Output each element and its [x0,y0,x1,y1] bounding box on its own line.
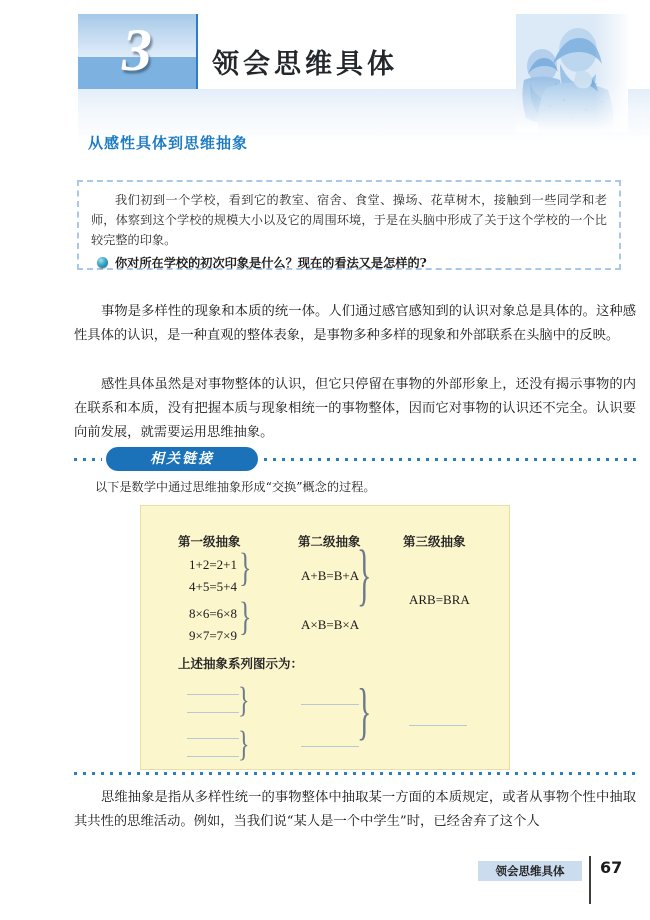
column-heading-level-1: 第一级抽象 [178,534,241,549]
brace-icon-blank-1: } [238,681,250,721]
equation-level3-1: ARB=BRA [409,592,470,607]
section-dotted-divider [74,772,636,775]
body-paragraph-4: 思维抽象是指从多样性统一的事物整体中抽取某一方面的本质规定，或者从事物个性中抽取其共性的思维活动。例如，当我们说“某人是一个中学生”时，已经舍弃了这个人 [74,790,636,829]
brace-icon-blank-2: } [238,725,250,765]
diagram-sub-caption: 上述抽象系列图示为： [178,656,304,671]
brace-icon-group-1: } [239,544,252,590]
column-heading-level-3: 第三级抽象 [403,534,466,549]
badge-dotted-rule-left [74,458,102,461]
brace-icon-group-3: } [357,537,372,614]
chapter-number: 3 [122,17,152,83]
blue-sphere-bullet-icon [97,257,108,268]
brace-icon-group-2: } [239,593,252,639]
blank-line-1 [187,694,239,695]
related-link-intro: 以下是数学中通过思维抽象形成“交换”概念的过程。 [95,480,376,494]
callout-question: 你对所在学校的初次印象是什么？现在的看法又是怎样的? [115,256,427,270]
intro-callout-box [77,180,621,270]
related-link-badge-row [74,447,636,471]
marx-engels-portrait-icon [516,14,628,132]
equation-level2-1: A+B=B+A [301,568,360,583]
callout-paragraph: 我们初到一个学校，看到它的教室、宿舍、食堂、操场、花草树木，接触到一些同学和老师，体察到这个学校的规模大小以及它的周围环境，于是在头脑中形成了关于这个学校的一个比较完整的印象。 [91,193,607,247]
blank-line-6 [301,746,359,747]
page-header [0,0,650,150]
footer-running-title: 领会思维具体 [495,864,565,878]
related-link-badge: 相关链接 [106,447,258,471]
chapter-number-block [78,14,198,89]
equation-level1-4: 9×7=7×9 [189,628,237,643]
blank-line-2 [187,712,239,713]
section-heading: 从感性具体到思维抽象 [88,134,249,152]
page-number: 67 [600,858,623,877]
equation-level1-3: 8×6=6×8 [189,606,237,621]
equation-level2-2: A×B=B×A [301,617,360,632]
chapter-title: 领会思维具体 [212,49,398,80]
blank-line-5 [301,704,359,705]
equation-level1-2: 4+5=5+4 [189,579,237,594]
footer-vertical-rule [589,856,591,904]
blank-line-3 [187,738,239,739]
column-heading-level-2: 第二级抽象 [298,534,361,549]
body-paragraph-2: 感性具体虽然是对事物整体的认识，但它只停留在事物的外部形象上，还没有揭示事物的内在联系和本质，没有把握本质与现象相统一的事物整体，因而它对事物的认识还不完全。认识要向前发展，就需要运用思维抽象。 [74,377,636,440]
equation-level1-1: 1+2=2+1 [189,557,237,572]
abstraction-diagram-box [140,505,510,770]
body-paragraph-1: 事物是多样性的现象和本质的统一体。人们通过感官感知到的认识对象总是具体的。这种感性具体的认识，是一种直观的整体表象，是事物多种多样的现象和外部联系在头脑中的反映。 [74,304,636,343]
blank-line-4 [187,756,239,757]
badge-dotted-rule-right [264,458,636,461]
blank-line-7 [409,725,467,726]
brace-icon-blank-3: } [357,677,372,747]
